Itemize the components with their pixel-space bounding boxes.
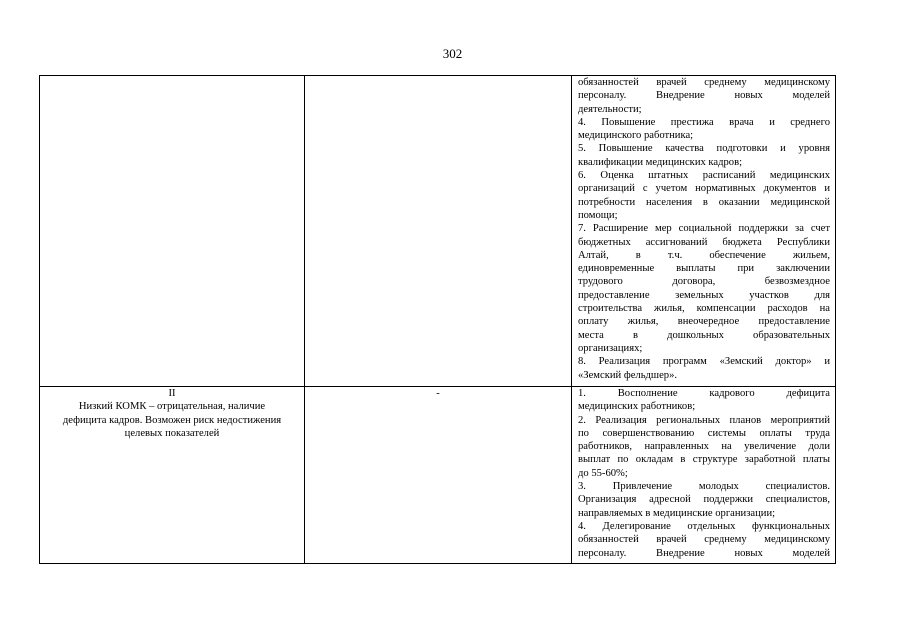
measure-line: персоналу. Внедрение новых моделей <box>578 547 830 559</box>
table-cell-level <box>40 387 305 564</box>
measure-line: 2. Реализация региональных планов мероприятий <box>578 414 830 426</box>
measure-line: единовременные выплаты при заключении <box>578 263 830 275</box>
table-cell-measures <box>572 76 836 387</box>
measure-line: трудового договора, безвозмездное <box>578 276 830 288</box>
measure-line: 6. Оценка штатных расписаний медицинских <box>578 170 830 182</box>
measure-line: медицинского работника; <box>578 130 694 142</box>
measure-line: организаций с учетом нормативных документов и <box>578 183 830 195</box>
page-number: 302 <box>442 46 463 61</box>
measure-line: 1. Восполнение кадрового дефицита <box>578 388 830 399</box>
measure-line: работников, направленных на увеличение доли <box>578 441 830 453</box>
level-description-line: Низкий КОМК – отрицательная, наличие <box>78 401 266 413</box>
measure-line: предоставление земельных участков для <box>578 289 830 301</box>
measure-line: квалификации медицинских кадров; <box>578 156 743 168</box>
measure-line: деятельности; <box>578 103 642 115</box>
measure-line: направляемых в медицинские организации; <box>578 507 776 519</box>
measure-line: места в дошкольных образовательных <box>578 329 830 341</box>
measure-line: до 55-60%; <box>578 467 628 479</box>
measure-line: бюджетных ассигнований бюджета Республики <box>578 236 830 248</box>
measure-line: строительства жилья, компенсации расходов на <box>578 303 830 315</box>
level-description-line: дефицита кадров. Возможен риск недостижения <box>62 414 282 426</box>
measure-line: обязанностей врачей среднему медицинскому <box>578 77 830 88</box>
table-row <box>40 76 836 387</box>
measure-line: 3. Привлечение молодых специалистов. <box>578 481 830 493</box>
measure-line: 4. Повышение престижа врача и среднего <box>578 116 830 128</box>
measure-line: Алтай, в т.ч. обеспечение жильем, <box>578 249 830 261</box>
measure-line: «Земский фельдшер». <box>578 369 678 381</box>
table-cell-value <box>305 76 572 387</box>
level-description-line: целевых показателей <box>124 427 220 439</box>
measure-line: Организация адресной поддержки специалистов, <box>578 494 830 506</box>
measures-table <box>39 75 836 564</box>
measure-line: помощи; <box>578 209 618 221</box>
measure-line: персоналу. Внедрение новых моделей <box>578 90 830 102</box>
measure-line: медицинских работников; <box>578 401 696 413</box>
table-cell-measures <box>572 387 836 564</box>
measure-line: организациях; <box>578 342 643 354</box>
table-cell-level <box>40 76 305 387</box>
measure-line: 5. Повышение качества подготовки и уровня <box>578 143 830 155</box>
table-cell-value: - <box>305 387 572 564</box>
measure-line: выплат по окладам в структуре заработной платы <box>578 454 830 466</box>
level-numeral: II <box>168 388 176 399</box>
measure-line: оплату жилья, внеочередное предоставление <box>578 316 830 328</box>
measure-line: 4. Делегирование отдельных функциональных <box>578 520 830 532</box>
table-row <box>40 387 836 564</box>
measure-line: обязанностей врачей среднему медицинскому <box>578 534 830 546</box>
measure-line: 8. Реализация программ «Земский доктор» и <box>578 356 830 368</box>
measures-list <box>578 76 830 382</box>
measure-line: 7. Расширение мер социальной поддержки за счет <box>578 223 830 235</box>
measure-line: потребности населения в оказании медицинской <box>578 196 830 208</box>
measures-list <box>578 387 830 560</box>
measure-line: по совершенствованию системы оплаты труда <box>578 427 830 439</box>
